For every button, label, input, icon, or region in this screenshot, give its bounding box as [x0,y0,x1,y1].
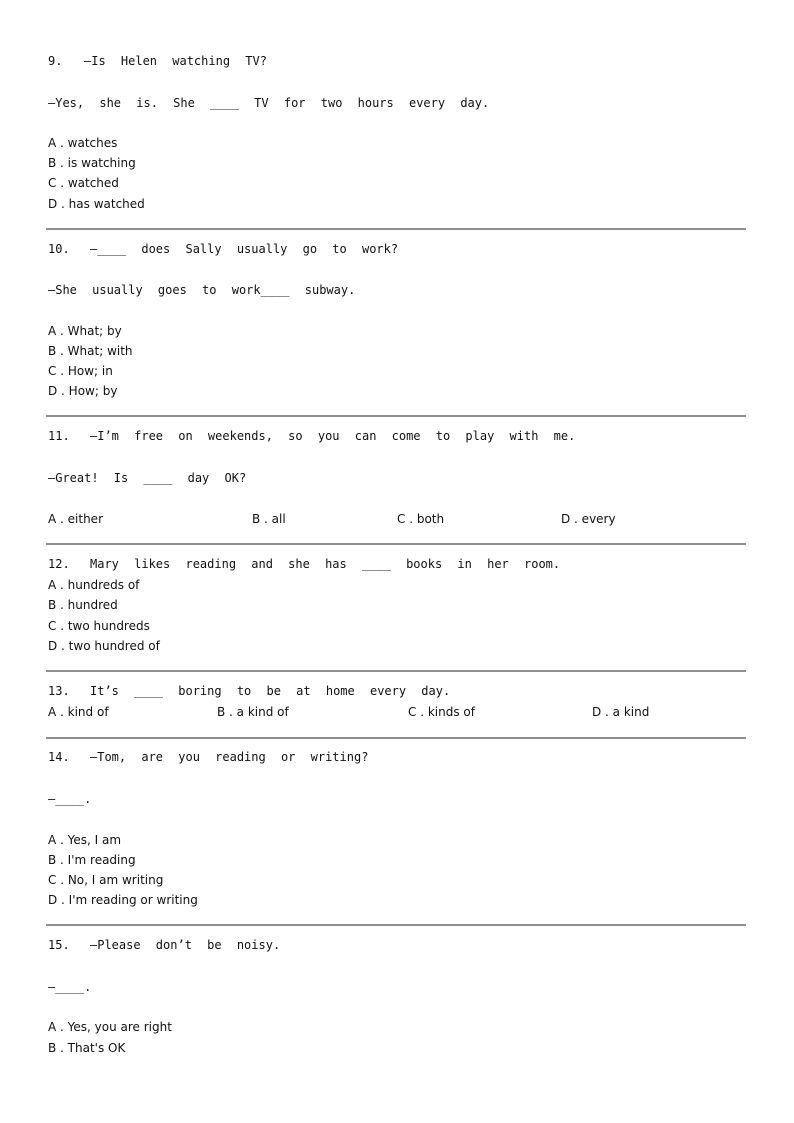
answer-option: A . What; by [48,324,122,338]
answer-option: B . That's OK [48,1041,126,1055]
question-stem: It’s ____ boring to be at home every day. [90,684,451,698]
answer-option: D . two hundred of [48,639,160,653]
answer-option: D . I'm reading or writing [48,893,198,907]
answer-option: A . Yes, I am [48,833,122,847]
question-stem: —____ does Sally usually go to work? [90,242,399,256]
question-number: 13. [48,684,70,698]
answer-option: C . two hundreds [48,619,150,633]
question-number: 12. [48,557,70,571]
question-divider [46,737,746,739]
answer-option: A . hundreds of [48,578,140,592]
question-stem: —I’m free on weekends, so you can come to play with me. [90,429,576,443]
answer-option: D . How; by [48,384,118,398]
answer-option: B . hundred [48,598,118,612]
question-stem: —She usually goes to work____ subway. [48,283,356,297]
question-stem: —Is Helen watching TV? [84,54,267,68]
question-number: 11. [48,429,70,443]
answer-option: C . both [397,512,445,526]
answer-option: C . kinds of [408,705,475,719]
answer-option: C . How; in [48,364,113,378]
answer-option: B . What; with [48,344,133,358]
answer-option: C . No, I am writing [48,873,164,887]
question-divider [46,543,746,545]
question-stem: —Tom, are you reading or writing? [90,750,369,764]
question-divider [46,415,746,417]
question-stem: —____. [48,980,92,994]
question-stem: —Yes, she is. She ____ TV for two hours every day. [48,96,490,110]
question-number: 15. [48,938,70,952]
answer-option: B . is watching [48,156,136,170]
answer-option: D . a kind [592,705,650,719]
question-stem: —Please don’t be noisy. [90,938,281,952]
question-stem: —____. [48,792,92,806]
answer-option: B . I'm reading [48,853,136,867]
question-number: 14. [48,750,70,764]
answer-option: B . a kind of [217,705,289,719]
question-divider [46,670,746,672]
answer-option: D . every [561,512,616,526]
question-stem: —Great! Is ____ day OK? [48,471,247,485]
question-divider [46,228,746,230]
answer-option: A . watches [48,136,118,150]
answer-option: A . Yes, you are right [48,1020,172,1034]
answer-option: C . watched [48,176,119,190]
question-number: 9. [48,54,63,68]
question-number: 10. [48,242,70,256]
question-stem: Mary likes reading and she has ____ books in her room. [90,557,561,571]
answer-option: B . all [252,512,286,526]
answer-option: D . has watched [48,197,145,211]
question-divider [46,924,746,926]
answer-option: A . kind of [48,705,109,719]
answer-option: A . either [48,512,103,526]
